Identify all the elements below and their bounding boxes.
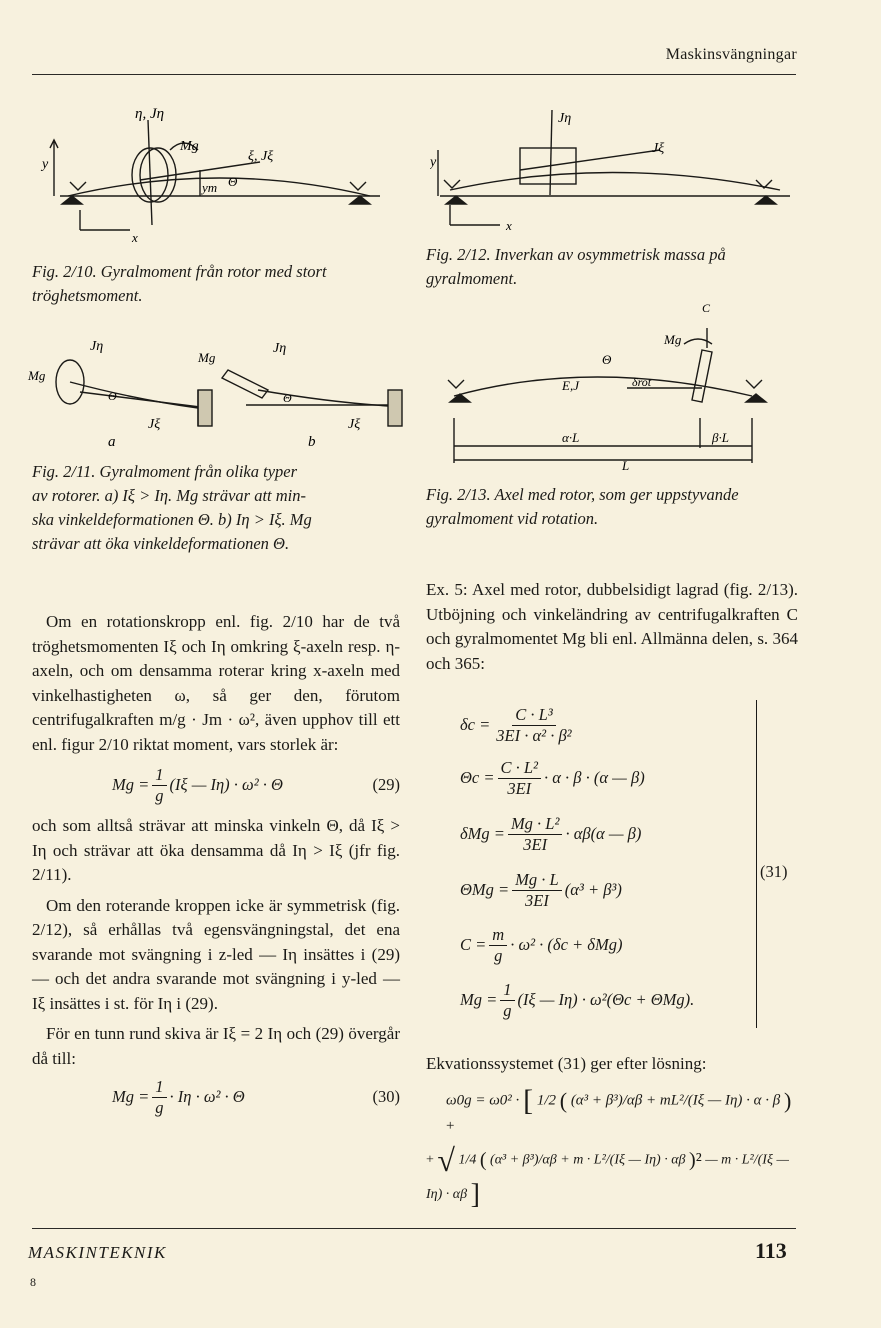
- fig11-caption-line: ska vinkeldeformationen Θ. b) Iη > Iξ. Mg: [32, 510, 312, 529]
- fig11-caption-line: Fig. 2/11. Gyralmoment från olika typer: [32, 462, 298, 481]
- figure-2-13: [432, 298, 802, 473]
- fig10-eta-label: η, Jη: [135, 106, 165, 122]
- fig10-x-label: x: [132, 230, 138, 245]
- example-paragraph: Ex. 5: Axel med rotor, dubbelsidigt lagrad (fig. 2/13). Utböjning och vinkeländring av centrifugalkraften C och gyralmomentet Mg bli enl. Allmänna delen, s. 364 och 365:: [426, 580, 798, 673]
- fig13-c-label: C: [702, 301, 711, 315]
- fig13-delta-label: δrot: [632, 375, 652, 389]
- page-number: 113: [755, 1238, 787, 1263]
- fig12-y-label: y: [430, 155, 437, 170]
- paragraph: Om en rotationskropp enl. fig. 2/10 har de två tröghetsmomenten Iξ och Iη omkring ξ-axeln resp. η-axeln, och om densamma roterar kring x-axeln med vinkelhastigheten ω, så ger den, förutom centrifugalkraften m/g · Jm · ω², även upphov till ett enl. figur 2/10 riktat moment, vars storlek är:: [32, 612, 400, 754]
- fig-2-10-caption: Fig. 2/10. Gyralmoment från rotor med stort tröghetsmoment.: [32, 262, 327, 305]
- fig12-x-label: x: [506, 218, 512, 230]
- fig11-jxi-b: Jξ: [348, 417, 361, 432]
- fig-2-12-caption: Fig. 2/12. Inverkan av osymmetrisk massa på gyralmoment.: [426, 245, 726, 288]
- solution-intro: Ekvationssystemet (31) ger efter lösning:: [426, 1054, 707, 1073]
- solution-equation-line2: + √ 1/4 ( (α³ + β³)/αβ + m · L²/(Iξ — Iη) · αβ )² — m · L²/(Iξ — Iη) · αβ ]: [426, 1142, 789, 1210]
- running-title: Maskinsvängningar: [665, 46, 797, 63]
- fig11-mg-a: Mg: [28, 368, 46, 383]
- fig10-mg-label: Mg: [180, 139, 199, 154]
- paragraph: Om den roterande kroppen icke är symmetrisk (fig. 2/12), så erhållas två egensvängningstal, det ena svarande mot svängning i z-led — Iη insättes i (29) — och det andra svarande mot svängning i y-led — Iξ insättes i st. för Iη i (29).: [32, 895, 400, 1013]
- fig11-b: b: [308, 434, 316, 450]
- fig13-al-label: α·L: [562, 430, 580, 445]
- fig13-theta-label: Θ: [602, 352, 612, 367]
- fig-2-13-caption: Fig. 2/13. Axel med rotor, som ger uppstyvande gyralmoment vid rotation.: [426, 485, 739, 528]
- equation-30: Mg = $\frac{1}{g}$ · Iη · ω² · Θ (30): [112, 1077, 400, 1117]
- fig13-l-label: L: [622, 458, 630, 473]
- fig12-jeta-label: Jη: [558, 111, 572, 126]
- fig12-jxi-label: Jξ: [652, 141, 665, 156]
- eq31-row: Θc = $\frac{\text{C · L²}}{3EI}$ · α · β · (α — β): [460, 757, 645, 798]
- figure-2-10: [40, 100, 400, 250]
- eq31-row: δc = $\frac{\text{C · L³}}{\text{3EI · α² · β²}}$: [460, 704, 572, 745]
- header-rule: [32, 74, 796, 75]
- left-column-text: [32, 610, 400, 1118]
- fig13-mg-label: Mg: [664, 332, 682, 347]
- fig11-mg-b: Mg: [198, 350, 216, 365]
- fig11-theta-b: Θ: [283, 391, 292, 405]
- right-column-text: [426, 578, 798, 676]
- fig10-theta-label: Θ: [228, 174, 238, 189]
- fig11-a: a: [108, 434, 116, 450]
- fig10-ym-label: ym: [202, 180, 218, 195]
- fig11-jxi-a: Jξ: [148, 417, 161, 432]
- fig11-jeta-b: Jη: [273, 341, 287, 356]
- journal-name: MASKINTEKNIK: [28, 1243, 167, 1262]
- paragraph: och som alltså strävar att minska vinkeln Θ, då Iξ > Iη och strävar att öka densamma då Iη > Iξ (jfr fig. 2/11).: [32, 816, 400, 884]
- fig10-y-label: y: [42, 157, 49, 172]
- eq31-row: C = $\frac{m}{g}$ · ω² · (δc + δMg): [460, 924, 623, 965]
- fig11-jeta-a: Jη: [90, 339, 104, 354]
- eq31-row: Mg = $\frac{1}{g}$ (Iξ — Iη) · ω²(Θc + ΘMg).: [460, 979, 695, 1020]
- fig10-xi-label: ξ, Jξ: [248, 149, 274, 164]
- figure-2-12: [430, 100, 800, 230]
- fig11-caption-line: strävar att öka vinkeldeformationen Θ.: [32, 534, 290, 553]
- fig11-theta-a: Θ: [108, 389, 117, 403]
- fig11-caption-line: av rotorer. a) Iξ > Iη. Mg strävar att min-: [32, 486, 307, 505]
- equation-29: Mg = $\frac{1}{g}$ (Iξ — Iη) · ω² · Θ (29): [112, 765, 400, 805]
- figure-2-11: [18, 330, 413, 450]
- equation-31: [460, 700, 757, 1028]
- footer-rule: [32, 1228, 796, 1229]
- eq31-row: δMg = $\frac{\text{Mg · L²}}{3EI}$ · αβ(α — β): [460, 813, 642, 854]
- fig13-ej-label: E,J: [562, 378, 579, 393]
- fig-2-11-caption: [32, 460, 400, 556]
- fig13-bl-label: β·L: [712, 430, 729, 445]
- paragraph: För en tunn rund skiva är Iξ = 2 Iη och (29) övergår då till:: [32, 1024, 400, 1068]
- solution-equation-line1: ω0g = ω0² · [ 1/2 ( (α³ + β³)/αβ + mL²/(Iξ — Iη) · α · β ) +: [446, 1084, 792, 1135]
- eq31-row: ΘMg = $\frac{Mg \cdot L}{3EI}$ (α³ + β³): [460, 869, 622, 910]
- eq31-number: (31): [760, 862, 788, 881]
- issue-number: 8: [30, 1275, 36, 1289]
